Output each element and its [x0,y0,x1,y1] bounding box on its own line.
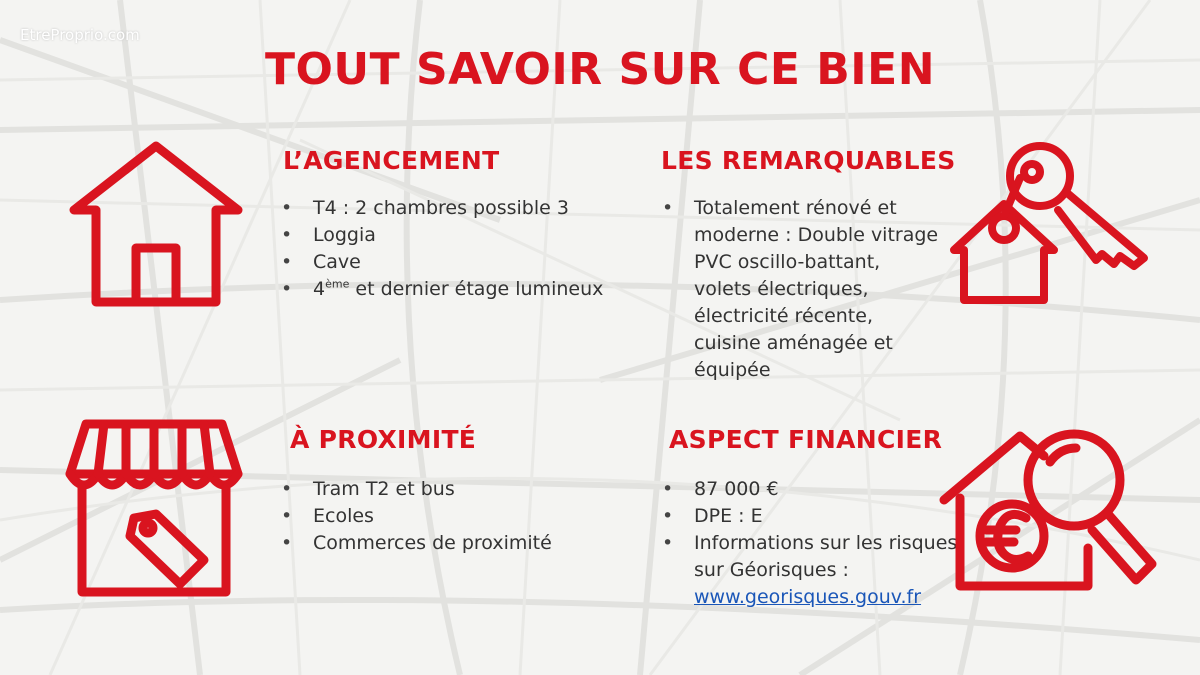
floor-text: et dernier étage lumineux [349,278,604,300]
section-title-financier: ASPECT FINANCIER [669,425,943,454]
list-item: • Ecoles [281,503,611,530]
financier-list [662,476,962,611]
list-item: • Tram T2 et bus [281,476,611,503]
shop-tag-icon [64,418,244,598]
floor-number: 4 [313,278,326,300]
georisques-link[interactable]: www.georisques.gouv.fr [694,586,922,608]
house-keys-icon [948,138,1154,310]
list-item: • DPE : E [662,503,962,530]
list-item: • Totalement rénové et moderne : Double vitrage PVC oscillo-battant, volets électriques, électricité récente, cuisine aménagée et équipée [662,195,942,384]
section-title-proximite: À PROXIMITÉ [290,425,477,454]
list-item: • T4 : 2 chambres possible 3 [281,195,621,222]
list-item [281,276,621,303]
proximite-list [281,476,611,557]
list-item: • 87 000 € [662,476,962,503]
list-item: • Loggia [281,222,621,249]
watermark-text: EtreProprio.com [20,26,140,44]
remarquables-list [662,195,942,384]
floor-superscript: ème [325,277,350,291]
agencement-list [281,195,621,303]
section-title-agencement: L’AGENCEMENT [283,146,500,175]
list-item: • Cave [281,249,621,276]
list-item: • Commerces de proximité [281,530,611,557]
section-title-remarquables: LES REMARQUABLES [661,146,956,175]
risks-text: Informations sur les risques sur Géorisques : [694,532,958,581]
house-icon [66,138,246,310]
house-euro-magnifier-icon [938,418,1158,598]
list-item [662,530,962,611]
page-title: TOUT SAVOIR SUR CE BIEN [264,44,936,95]
